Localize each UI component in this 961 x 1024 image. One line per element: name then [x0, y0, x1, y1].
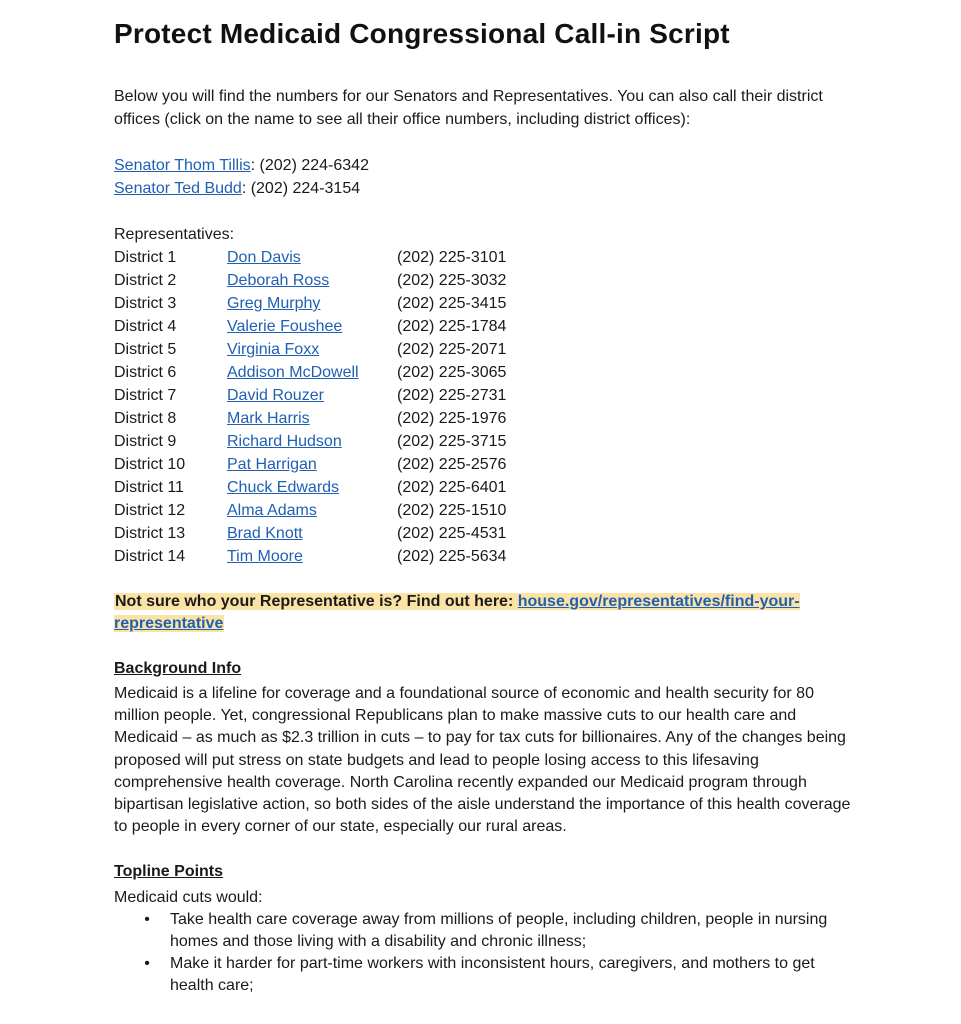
page-title: Protect Medicaid Congressional Call-in Script: [114, 18, 730, 49]
district-label: District 2: [114, 272, 177, 289]
bullet-text: Make it harder for part-time workers with inconsistent hours, caregivers, and mothers to get health care;: [170, 955, 815, 995]
table-row: [114, 430, 854, 453]
representative-link[interactable]: David Rouzer: [227, 387, 324, 404]
document-page: [114, 14, 854, 997]
phone-number: (202) 225-2576: [397, 456, 507, 473]
representative-link[interactable]: Alma Adams: [227, 502, 317, 519]
find-representative-text: Not sure who your Representative is? Find out here:: [115, 593, 518, 610]
representative-link[interactable]: Pat Harrigan: [227, 456, 317, 473]
senator-phone: : (202) 224-3154: [241, 180, 361, 197]
representative-link[interactable]: Tim Moore: [227, 548, 303, 565]
list-item: [144, 953, 854, 997]
representatives-section: [114, 223, 854, 568]
table-row: [114, 292, 854, 315]
table-row: [114, 522, 854, 545]
phone-number: (202) 225-3715: [397, 433, 507, 450]
list-item: [144, 909, 854, 953]
representative-link[interactable]: Don Davis: [227, 249, 301, 266]
background-heading: Background Info: [114, 660, 242, 677]
representatives-label: Representatives:: [114, 226, 235, 243]
phone-number: (202) 225-2071: [397, 341, 507, 358]
phone-number: (202) 225-3101: [397, 249, 507, 266]
district-label: District 10: [114, 456, 186, 473]
table-row: [114, 361, 854, 384]
phone-number: (202) 225-6401: [397, 479, 507, 496]
representative-link[interactable]: Brad Knott: [227, 525, 303, 542]
district-label: District 12: [114, 502, 186, 519]
phone-number: (202) 225-3032: [397, 272, 507, 289]
representative-link[interactable]: Greg Murphy: [227, 295, 321, 312]
table-row: [114, 407, 854, 430]
phone-number: (202) 225-1784: [397, 318, 507, 335]
phone-number: (202) 225-1510: [397, 502, 507, 519]
phone-number: (202) 225-1976: [397, 410, 507, 427]
phone-number: (202) 225-2731: [397, 387, 507, 404]
representative-link[interactable]: Valerie Foushee: [227, 318, 343, 335]
table-row: [114, 384, 854, 407]
phone-number: (202) 225-3415: [397, 295, 507, 312]
topline-lead: Medicaid cuts would:: [114, 889, 263, 907]
representatives-table: [114, 246, 854, 568]
representative-link[interactable]: Mark Harris: [227, 410, 310, 427]
find-representative-callout: [114, 591, 854, 635]
district-label: District 5: [114, 341, 177, 358]
district-label: District 14: [114, 548, 186, 565]
district-label: District 6: [114, 364, 177, 381]
senator-link-tillis[interactable]: Senator Thom Tillis: [114, 157, 251, 174]
district-label: District 4: [114, 318, 177, 335]
phone-number: (202) 225-4531: [397, 525, 507, 542]
topline-heading: Topline Points: [114, 863, 224, 881]
district-label: District 7: [114, 387, 177, 404]
table-row: [114, 269, 854, 292]
representative-link[interactable]: Virginia Foxx: [227, 341, 320, 358]
background-paragraph: Medicaid is a lifeline for coverage and a foundational source of economic and health security for 80 million people. Yet, congressional Republicans plan to make massive cuts to our health care and Medicaid – as much as $2.3 trillion in cuts – to pay for tax cuts for billionaires. Any of the changes being proposed will put stress on state budgets and lead to people losing access to this lifesaving comprehensive health coverage. North Carolina recently expanded our Medicaid program through bipartisan legislative action, so both sides of the aisle understand the importance of this health coverage to people in every corner of our state, especially our rural areas.: [114, 685, 851, 836]
table-row: [114, 315, 854, 338]
bullet-text: Take health care coverage away from millions of people, including children, people in nursing homes and those living with a disability and chronic illness;: [170, 911, 828, 951]
district-label: District 8: [114, 410, 177, 427]
representative-link[interactable]: Deborah Ross: [227, 272, 330, 289]
find-representative-link[interactable]: house.gov/representatives/find-your-representative: [114, 593, 800, 632]
table-row: [114, 476, 854, 499]
district-label: District 3: [114, 295, 177, 312]
bullet-icon: •: [144, 955, 150, 973]
district-label: District 1: [114, 249, 177, 266]
senators-list: [114, 154, 854, 200]
district-label: District 13: [114, 525, 186, 542]
bullet-icon: •: [144, 911, 150, 929]
table-row: [114, 499, 854, 522]
representative-link[interactable]: Chuck Edwards: [227, 479, 340, 496]
table-row: [114, 338, 854, 361]
senator-row: [114, 154, 854, 177]
representative-link[interactable]: Richard Hudson: [227, 433, 342, 450]
table-row: [114, 246, 854, 269]
senator-phone: : (202) 224-6342: [250, 157, 369, 174]
senator-link-budd[interactable]: Senator Ted Budd: [114, 180, 242, 197]
table-row: [114, 453, 854, 476]
topline-bullet-list: [114, 909, 854, 997]
phone-number: (202) 225-5634: [397, 548, 507, 565]
phone-number: (202) 225-3065: [397, 364, 507, 381]
table-row: [114, 545, 854, 568]
senator-row: [114, 177, 854, 200]
representative-link[interactable]: Addison McDowell: [227, 364, 359, 381]
district-label: District 11: [114, 479, 184, 496]
intro-paragraph: Below you will find the numbers for our Senators and Representatives. You can also call their district offices (click on the name to see all their office numbers, including district offices):: [114, 88, 823, 128]
district-label: District 9: [114, 433, 177, 450]
